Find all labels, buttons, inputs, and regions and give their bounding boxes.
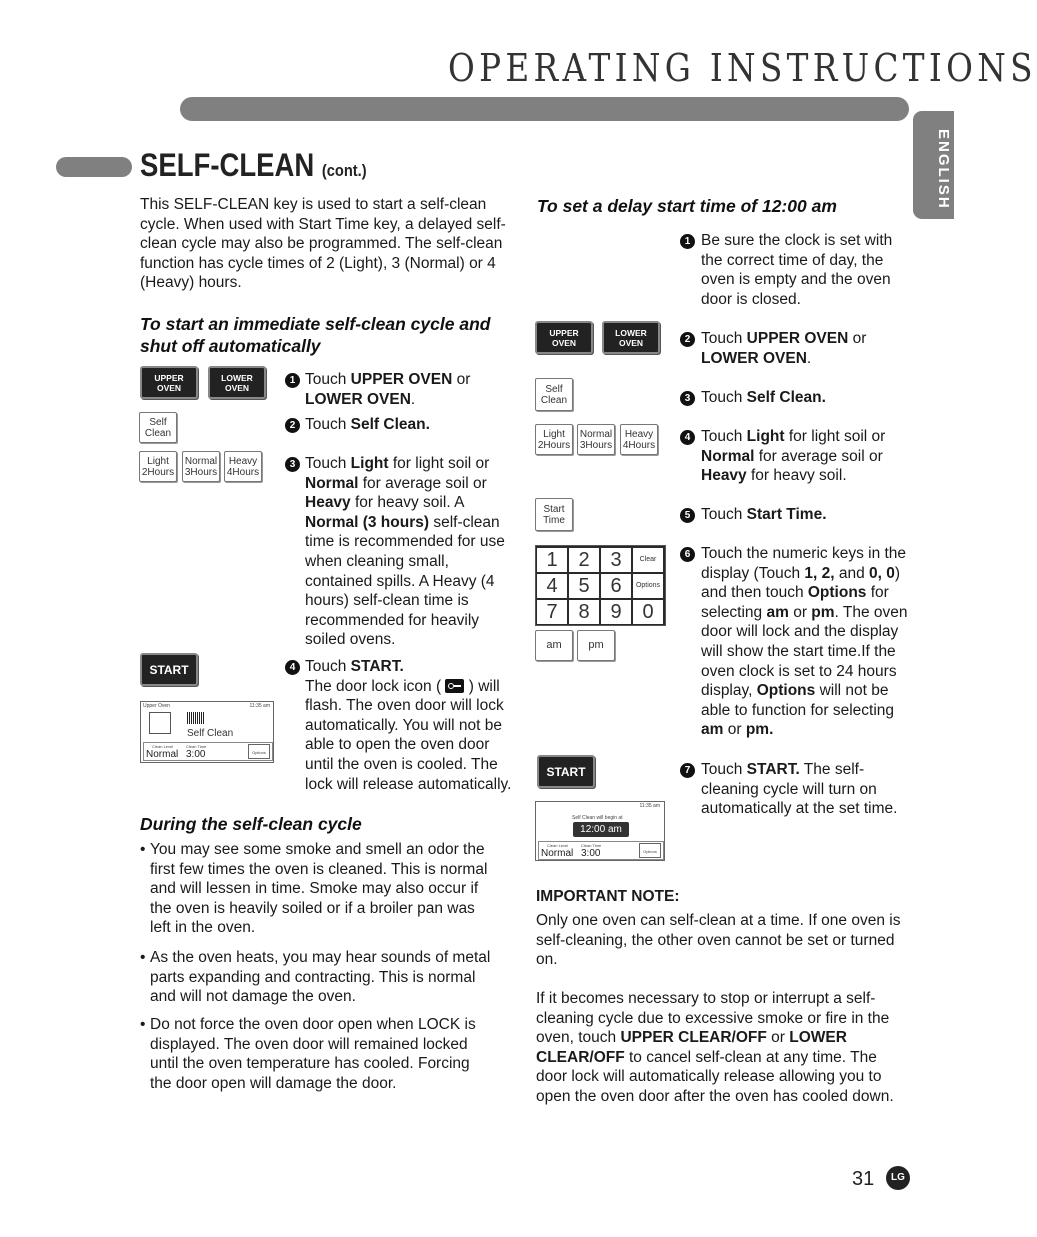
step-bold: Self Clean. xyxy=(350,416,430,433)
page-header-title: OPERATING INSTRUCTIONS xyxy=(448,46,1037,90)
upper-oven-key xyxy=(535,321,593,354)
step-text: for heavy soil. xyxy=(746,467,847,485)
step-number: 7 xyxy=(680,763,695,778)
note-text: oven, touch xyxy=(536,1029,621,1047)
step-text: The door lock icon ( xyxy=(305,677,442,695)
step-text: Touch xyxy=(701,761,747,778)
step-line: able to open the oven door xyxy=(305,736,490,754)
step-text: Touch xyxy=(305,455,351,472)
note-bold: UPPER CLEAR/OFF xyxy=(620,1029,767,1047)
step-number: 3 xyxy=(680,391,695,406)
display-message: Self Clean will begin at xyxy=(572,815,623,821)
step-line xyxy=(305,474,515,494)
bullet-dot: • xyxy=(140,949,146,966)
delay-step-2 xyxy=(701,329,916,368)
note-paragraph-2 xyxy=(536,989,916,1107)
step-bold: 0, 0 xyxy=(869,564,895,582)
note-line: on. xyxy=(536,951,558,969)
self-clean-display xyxy=(140,701,274,763)
self-clean-key xyxy=(139,412,177,443)
step-line: soiled ovens. xyxy=(305,631,396,649)
step-line: Touch the numeric keys in the xyxy=(701,545,907,562)
key-line: Light xyxy=(543,428,565,440)
step-bold: Heavy xyxy=(701,467,747,485)
during-bullet-3 xyxy=(140,1015,520,1093)
key-line: 3Hours xyxy=(579,439,613,451)
normal-key xyxy=(182,451,220,482)
step-text: self-clean xyxy=(429,513,500,531)
start-key xyxy=(140,653,198,686)
immediate-step-2 xyxy=(305,415,515,435)
options-key: Options xyxy=(248,744,270,759)
self-clean-key xyxy=(535,378,573,411)
step-text: and xyxy=(834,564,870,582)
step-line xyxy=(305,513,515,533)
bullet-dot: • xyxy=(140,841,146,858)
options-key: Options xyxy=(633,574,663,598)
note-heading: IMPORTANT NOTE: xyxy=(536,888,680,905)
step-text: display (Touch xyxy=(701,564,805,582)
bullet-line: the oven is heavily soiled or if a broiler pan was xyxy=(150,899,475,917)
step-bold: Options xyxy=(756,682,816,700)
step-text: display, xyxy=(701,682,757,700)
step-bold: 1, 2, xyxy=(804,564,835,582)
bullet-line: first few times the oven is cleaned. This is normal xyxy=(150,860,488,878)
step-text: . The oven xyxy=(834,603,908,621)
step-line: recommended for heavily xyxy=(305,611,480,629)
step-text: Touch xyxy=(305,658,351,675)
step-bold: START. xyxy=(746,761,800,778)
step-line xyxy=(305,677,520,697)
display-mode: Self Clean xyxy=(187,728,234,739)
page-number: 31 xyxy=(852,1168,875,1190)
note-line: self-cleaning, the other oven cannot be set or turned xyxy=(536,931,895,949)
key-line: UPPER xyxy=(549,327,579,338)
key-line: Normal xyxy=(184,455,218,467)
key-line: START xyxy=(149,662,189,677)
digit-key-2: 2 xyxy=(569,548,599,572)
step-bold: pm. xyxy=(745,721,774,739)
heavy-key xyxy=(224,451,262,482)
step-line xyxy=(305,454,515,474)
digit-key-5: 5 xyxy=(569,574,599,598)
step-line: when cleaning small, xyxy=(305,552,449,570)
step-line xyxy=(701,427,916,447)
normal-key xyxy=(577,424,615,455)
step-text: for heavy soil. A xyxy=(350,494,465,512)
digit-key-9: 9 xyxy=(601,600,631,624)
clear-key: Clear xyxy=(633,548,663,572)
step-text: . xyxy=(806,349,812,367)
key-line: Normal xyxy=(579,428,613,440)
step-bold: LOWER OVEN xyxy=(701,349,807,367)
heat-icon xyxy=(187,712,205,724)
bullet-text xyxy=(140,948,520,1007)
step-bold: Normal xyxy=(701,447,755,465)
clean-time-value: 3:00 xyxy=(186,749,206,760)
section-title-text: SELF-CLEAN xyxy=(140,147,315,183)
during-bullet-2 xyxy=(140,948,520,1007)
key-line: OVEN xyxy=(618,337,644,348)
step-line: time is recommended for use xyxy=(305,533,505,551)
digit-key-3: 3 xyxy=(601,548,631,572)
key-line: Start xyxy=(543,503,565,515)
digit-key-6: 6 xyxy=(601,574,631,598)
step-line xyxy=(701,720,916,740)
step-text: or xyxy=(848,330,867,347)
note-line xyxy=(536,1048,916,1068)
display-settings-row xyxy=(143,742,273,761)
bullet-line: until the oven temperature has cooled. Forcing xyxy=(150,1055,470,1073)
step-line: automatically at the set time. xyxy=(701,800,898,818)
intro-paragraph: This SELF-CLEAN key is used to start a self-clean cycle. When used with Start Time key, a delayed self-clean cycle may also be programmed. The self-clean function has cycle times of 2 (Light), 3 (Normal) or 4 (Heavy) hours. xyxy=(140,196,506,292)
note-bold: LOWER xyxy=(789,1029,847,1047)
step-line xyxy=(701,447,916,467)
step-text: . xyxy=(410,390,416,408)
step-text: Touch xyxy=(305,416,351,433)
step-line: able to function for selecting xyxy=(701,701,895,719)
step-line xyxy=(701,603,916,623)
step-text: or xyxy=(723,721,746,739)
immediate-step-3 xyxy=(305,454,515,650)
step-text: Touch xyxy=(701,330,747,347)
key-line: 4Hours xyxy=(622,439,656,451)
bullet-line: You may see some smoke and smell an odor the xyxy=(150,841,485,858)
light-key xyxy=(139,451,177,482)
digit-key-0: 0 xyxy=(633,600,663,624)
key-line: 3Hours xyxy=(184,466,218,478)
note-paragraph-1 xyxy=(536,911,916,970)
step-bold: pm xyxy=(811,603,835,621)
note-line: door lock will automatically release allowing you to xyxy=(536,1068,882,1086)
step-line: lock will release automatically. xyxy=(305,775,512,793)
clean-level-label: Clean Level xyxy=(152,744,174,749)
display-settings-row xyxy=(538,841,664,860)
digit-key-7: 7 xyxy=(537,600,567,624)
key-line: Clean xyxy=(540,394,568,406)
section-title-suffix: (cont.) xyxy=(321,161,367,180)
delay-step-5 xyxy=(701,505,916,525)
header-bar xyxy=(180,97,909,121)
step-line: door is closed. xyxy=(701,290,801,308)
step-number: 4 xyxy=(680,430,695,445)
step-line: flash. The oven door will lock xyxy=(305,697,504,715)
clean-time-value: 3:00 xyxy=(581,848,601,859)
step-number: 6 xyxy=(680,547,695,562)
lower-oven-key xyxy=(602,321,660,354)
note-line: Only one oven can self-clean at a time. If one oven is xyxy=(536,912,901,929)
immediate-heading xyxy=(140,313,510,357)
step-text: for average soil or xyxy=(754,447,883,465)
step-text: Touch xyxy=(701,389,747,406)
key-line: OVEN xyxy=(156,382,182,393)
bullet-line: As the oven heats, you may hear sounds of metal xyxy=(150,949,491,966)
step-line: cleaning cycle will turn on xyxy=(701,780,877,798)
immediate-heading-line2: shut off automatically xyxy=(140,336,321,356)
step-line xyxy=(701,583,916,603)
step-bold: Light xyxy=(350,455,389,472)
bullet-line: displayed. The oven door will remained locked xyxy=(150,1035,468,1053)
lower-oven-key xyxy=(208,366,266,399)
bullet-line: the door open will damage the door. xyxy=(150,1074,397,1092)
note-line: open the oven door after the oven has cooled down. xyxy=(536,1087,894,1105)
step-number: 2 xyxy=(680,332,695,347)
key-line: Self xyxy=(545,383,563,395)
note-text: to cancel self-clean at any time. The xyxy=(624,1048,877,1066)
step-text: Touch xyxy=(701,428,747,445)
start-time-key xyxy=(535,498,573,531)
digit-key-8: 8 xyxy=(569,600,599,624)
pm-key: pm xyxy=(577,630,615,661)
step-bold: LOWER OVEN xyxy=(305,390,411,408)
step-bold: Start Time. xyxy=(746,506,827,523)
note-line: If it becomes necessary to stop or interrupt a self- xyxy=(536,990,876,1007)
language-tab xyxy=(913,111,954,219)
step-bold: Options xyxy=(807,584,867,602)
delay-step-7 xyxy=(701,760,916,819)
step-line: oven clock is set to 24 hours xyxy=(701,662,897,680)
step-bold: UPPER OVEN xyxy=(350,371,453,388)
step-line xyxy=(305,657,520,677)
step-line xyxy=(701,681,916,701)
section-pill xyxy=(56,157,132,177)
bullet-line: and will lessen in time. Smoke may also occur if xyxy=(150,880,479,898)
step-bold: UPPER OVEN xyxy=(746,330,849,347)
options-key: Options xyxy=(639,843,661,858)
door-lock-icon xyxy=(445,679,464,693)
start-key xyxy=(537,755,595,788)
note-bold: CLEAR/OFF xyxy=(536,1048,625,1066)
key-line: Light xyxy=(147,455,169,467)
step-number: 2 xyxy=(285,418,300,433)
step-text: for light soil or xyxy=(784,428,886,445)
clean-level-value: Normal xyxy=(146,749,179,760)
delay-step-4 xyxy=(701,427,916,486)
step-line xyxy=(701,564,916,584)
step-line xyxy=(701,760,916,780)
step-text: or xyxy=(452,371,471,388)
note-line: cleaning cycle due to excessive smoke or fire in the xyxy=(536,1009,890,1027)
display-clock: 11:35 am xyxy=(639,803,660,809)
step-line xyxy=(701,466,916,486)
step-number: 5 xyxy=(680,508,695,523)
step-text: selecting xyxy=(701,603,767,621)
step-text: or xyxy=(788,603,812,621)
step-line: Be sure the clock is set with xyxy=(701,232,893,249)
step-line: the correct time of day, the xyxy=(701,251,884,269)
language-tab-label: ENGLISH xyxy=(935,129,952,210)
clean-time-label: Clean Time xyxy=(186,744,207,749)
bullet-line: Do not force the oven door open when LOCK is xyxy=(150,1016,476,1033)
light-key xyxy=(535,424,573,455)
digit-key-1: 1 xyxy=(537,548,567,572)
bullet-text xyxy=(140,1015,520,1093)
delay-step-1 xyxy=(701,231,916,309)
key-line: OVEN xyxy=(551,337,577,348)
step-bold: am xyxy=(766,603,789,621)
delay-step-6 xyxy=(701,544,916,740)
lg-logo-icon: LG xyxy=(886,1166,910,1190)
bullet-line: parts expanding and contracting. This is normal xyxy=(150,968,476,986)
bullet-line: left in the oven. xyxy=(150,919,256,937)
step-text: ) will xyxy=(468,677,500,695)
step-text: ) xyxy=(894,564,901,582)
during-heading: During the self-clean cycle xyxy=(140,814,362,834)
clean-level-label: Clean Level xyxy=(547,843,569,848)
display-clock: 11:35 am xyxy=(249,703,270,709)
step-text: Touch xyxy=(701,506,747,523)
digit-key-4: 4 xyxy=(537,574,567,598)
step-line: oven is empty and the oven xyxy=(701,271,891,289)
key-line: LOWER xyxy=(221,372,253,383)
step-line: contained spills. A Heavy (4 xyxy=(305,572,495,590)
step-text: The self- xyxy=(799,761,865,778)
step-text: will not be xyxy=(815,682,889,700)
step-number: 4 xyxy=(285,660,300,675)
key-line: OVEN xyxy=(224,382,250,393)
step-text: for average soil or xyxy=(358,474,487,492)
immediate-step-4 xyxy=(305,657,520,794)
am-key: am xyxy=(535,630,573,661)
step-line: door will lock and the display xyxy=(701,623,899,641)
bullet-dot: • xyxy=(140,1016,146,1033)
step-bold: Light xyxy=(746,428,785,445)
during-bullet-1 xyxy=(140,840,520,938)
delay-heading: To set a delay start time of 12:00 am xyxy=(537,196,837,216)
key-line: Self xyxy=(149,416,167,428)
step-line xyxy=(305,493,515,513)
heavy-key xyxy=(620,424,658,455)
step-bold: am xyxy=(701,721,724,739)
step-line: until the oven is cooled. The xyxy=(305,755,498,773)
numeric-keypad xyxy=(535,545,666,626)
step-bold: Normal (3 hours) xyxy=(305,513,430,531)
step-text: for xyxy=(866,584,889,602)
immediate-step-1 xyxy=(305,370,515,409)
key-line: LOWER xyxy=(615,327,647,338)
key-line: START xyxy=(546,764,586,779)
display-start-time: 12:00 am xyxy=(573,822,629,837)
key-line: 2Hours xyxy=(141,466,175,478)
step-bold: Heavy xyxy=(305,494,351,512)
upper-oven-key xyxy=(140,366,198,399)
key-line: Heavy xyxy=(228,455,258,467)
step-line: will show the start time.If the xyxy=(701,642,896,660)
key-line: 4Hours xyxy=(226,466,260,478)
display-oven-label: Upper Oven xyxy=(143,703,170,709)
key-line: Clean xyxy=(144,427,172,439)
section-title xyxy=(140,147,367,184)
key-line: Heavy xyxy=(624,428,654,440)
step-number: 3 xyxy=(285,457,300,472)
delay-display xyxy=(535,801,665,861)
step-line: automatically. You will not be xyxy=(305,716,503,734)
step-number: 1 xyxy=(285,373,300,388)
step-number: 1 xyxy=(680,234,695,249)
key-line: UPPER xyxy=(154,372,184,383)
key-line: 2Hours xyxy=(537,439,571,451)
step-text: and then touch xyxy=(701,584,808,602)
step-bold: START. xyxy=(350,658,404,675)
delay-step-3 xyxy=(701,388,916,408)
immediate-heading-line1: To start an immediate self-clean cycle and xyxy=(140,314,491,334)
step-line: hours) self-clean time is xyxy=(305,592,469,610)
step-text: for light soil or xyxy=(388,455,490,472)
step-bold: Normal xyxy=(305,474,359,492)
bullet-text xyxy=(140,840,520,938)
step-bold: Self Clean. xyxy=(746,389,826,406)
bullet-line: and will not damage the oven. xyxy=(150,988,356,1006)
key-line: Time xyxy=(543,514,565,526)
clean-time-label: Clean Time xyxy=(581,843,602,848)
step-text: Touch xyxy=(305,371,351,388)
note-text: or xyxy=(766,1029,790,1047)
note-line xyxy=(536,1028,916,1048)
clean-level-value: Normal xyxy=(541,848,574,859)
oven-icon xyxy=(149,712,171,734)
